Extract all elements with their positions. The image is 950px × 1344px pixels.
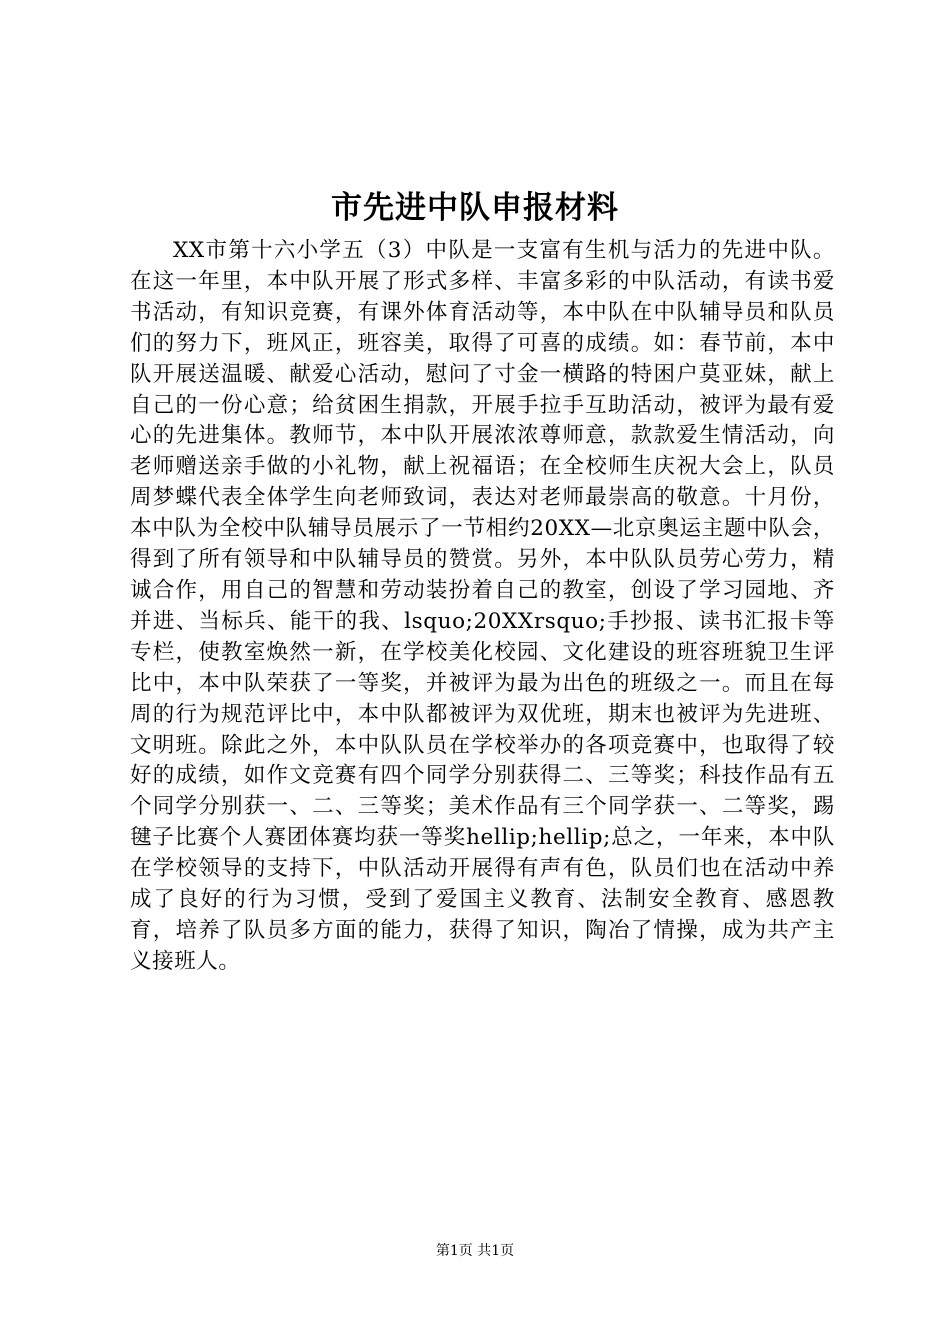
document-title: 市先进中队申报材料 (331, 190, 619, 226)
document-body-paragraph: XX市第十六小学五（3）中队是一支富有生机与活力的先进中队。在这一年里，本中队开展了形式多样、丰富多彩的中队活动，有读书爱书活动，有知识竞赛，有课外体育活动等，本中队在中队辅导员和队员们的努力下，班风正，班容美，取得了可喜的成绩。如：春节前，本中队开展送温暖、献爱心活动，慰问了寸金一横路的特困户莫亚妹，献上自己的一份心意；给贫困生捐款，开展手拉手互助活动，被评为最有爱心的先进集体。教师节，本中队开展浓浓尊师意，款款爱生情活动，向老师赠送亲手做的小礼物，献上祝福语；在全校师生庆祝大会上，队员周梦蝶代表全体学生向老师致词，表达对老师最崇高的敬意。十月份，本中队为全校中队辅导员展示了一节相约20XX—北京奥运主题中队会，得到了所有领导和中队辅导员的赞赏。另外，本中队队员劳心劳力，精诚合作，用自己的智慧和劳动装扮着自己的教室，创设了学习园地、齐并进、当标兵、能干的我、lsquo;20XXrsquo;手抄报、读书汇报卡等专栏，使教室焕然一新，在学校美化校园、文化建设的班容班貌卫生评比中，本中队荣获了一等奖，并被评为最为出色的班级之一。而且在每周的行为规范评比中，本中队都被评为双优班，期末也被评为先进班、文明班。除此之外，本中队队员在学校举办的各项竞赛中，也取得了较好的成绩，如作文竞赛有四个同学分别获得二、三等奖；科技作品有五个同学分别获一、二、三等奖；美术作品有三个同学获一、二等奖，踢毽子比赛个人赛团体赛均获一等奖hellip;hellip;总之，一年来，本中队在学校领导的支持下，中队活动开展得有声有色，队员们也在活动中养成了良好的行为习惯，受到了爱国主义教育、法制安全教育、感恩教育，培养了队员多方面的能力，获得了知识，陶冶了情操，成为共产主义接班人。 (130, 238, 835, 974)
page-footer: 第1页 共1页 (435, 1243, 515, 1259)
